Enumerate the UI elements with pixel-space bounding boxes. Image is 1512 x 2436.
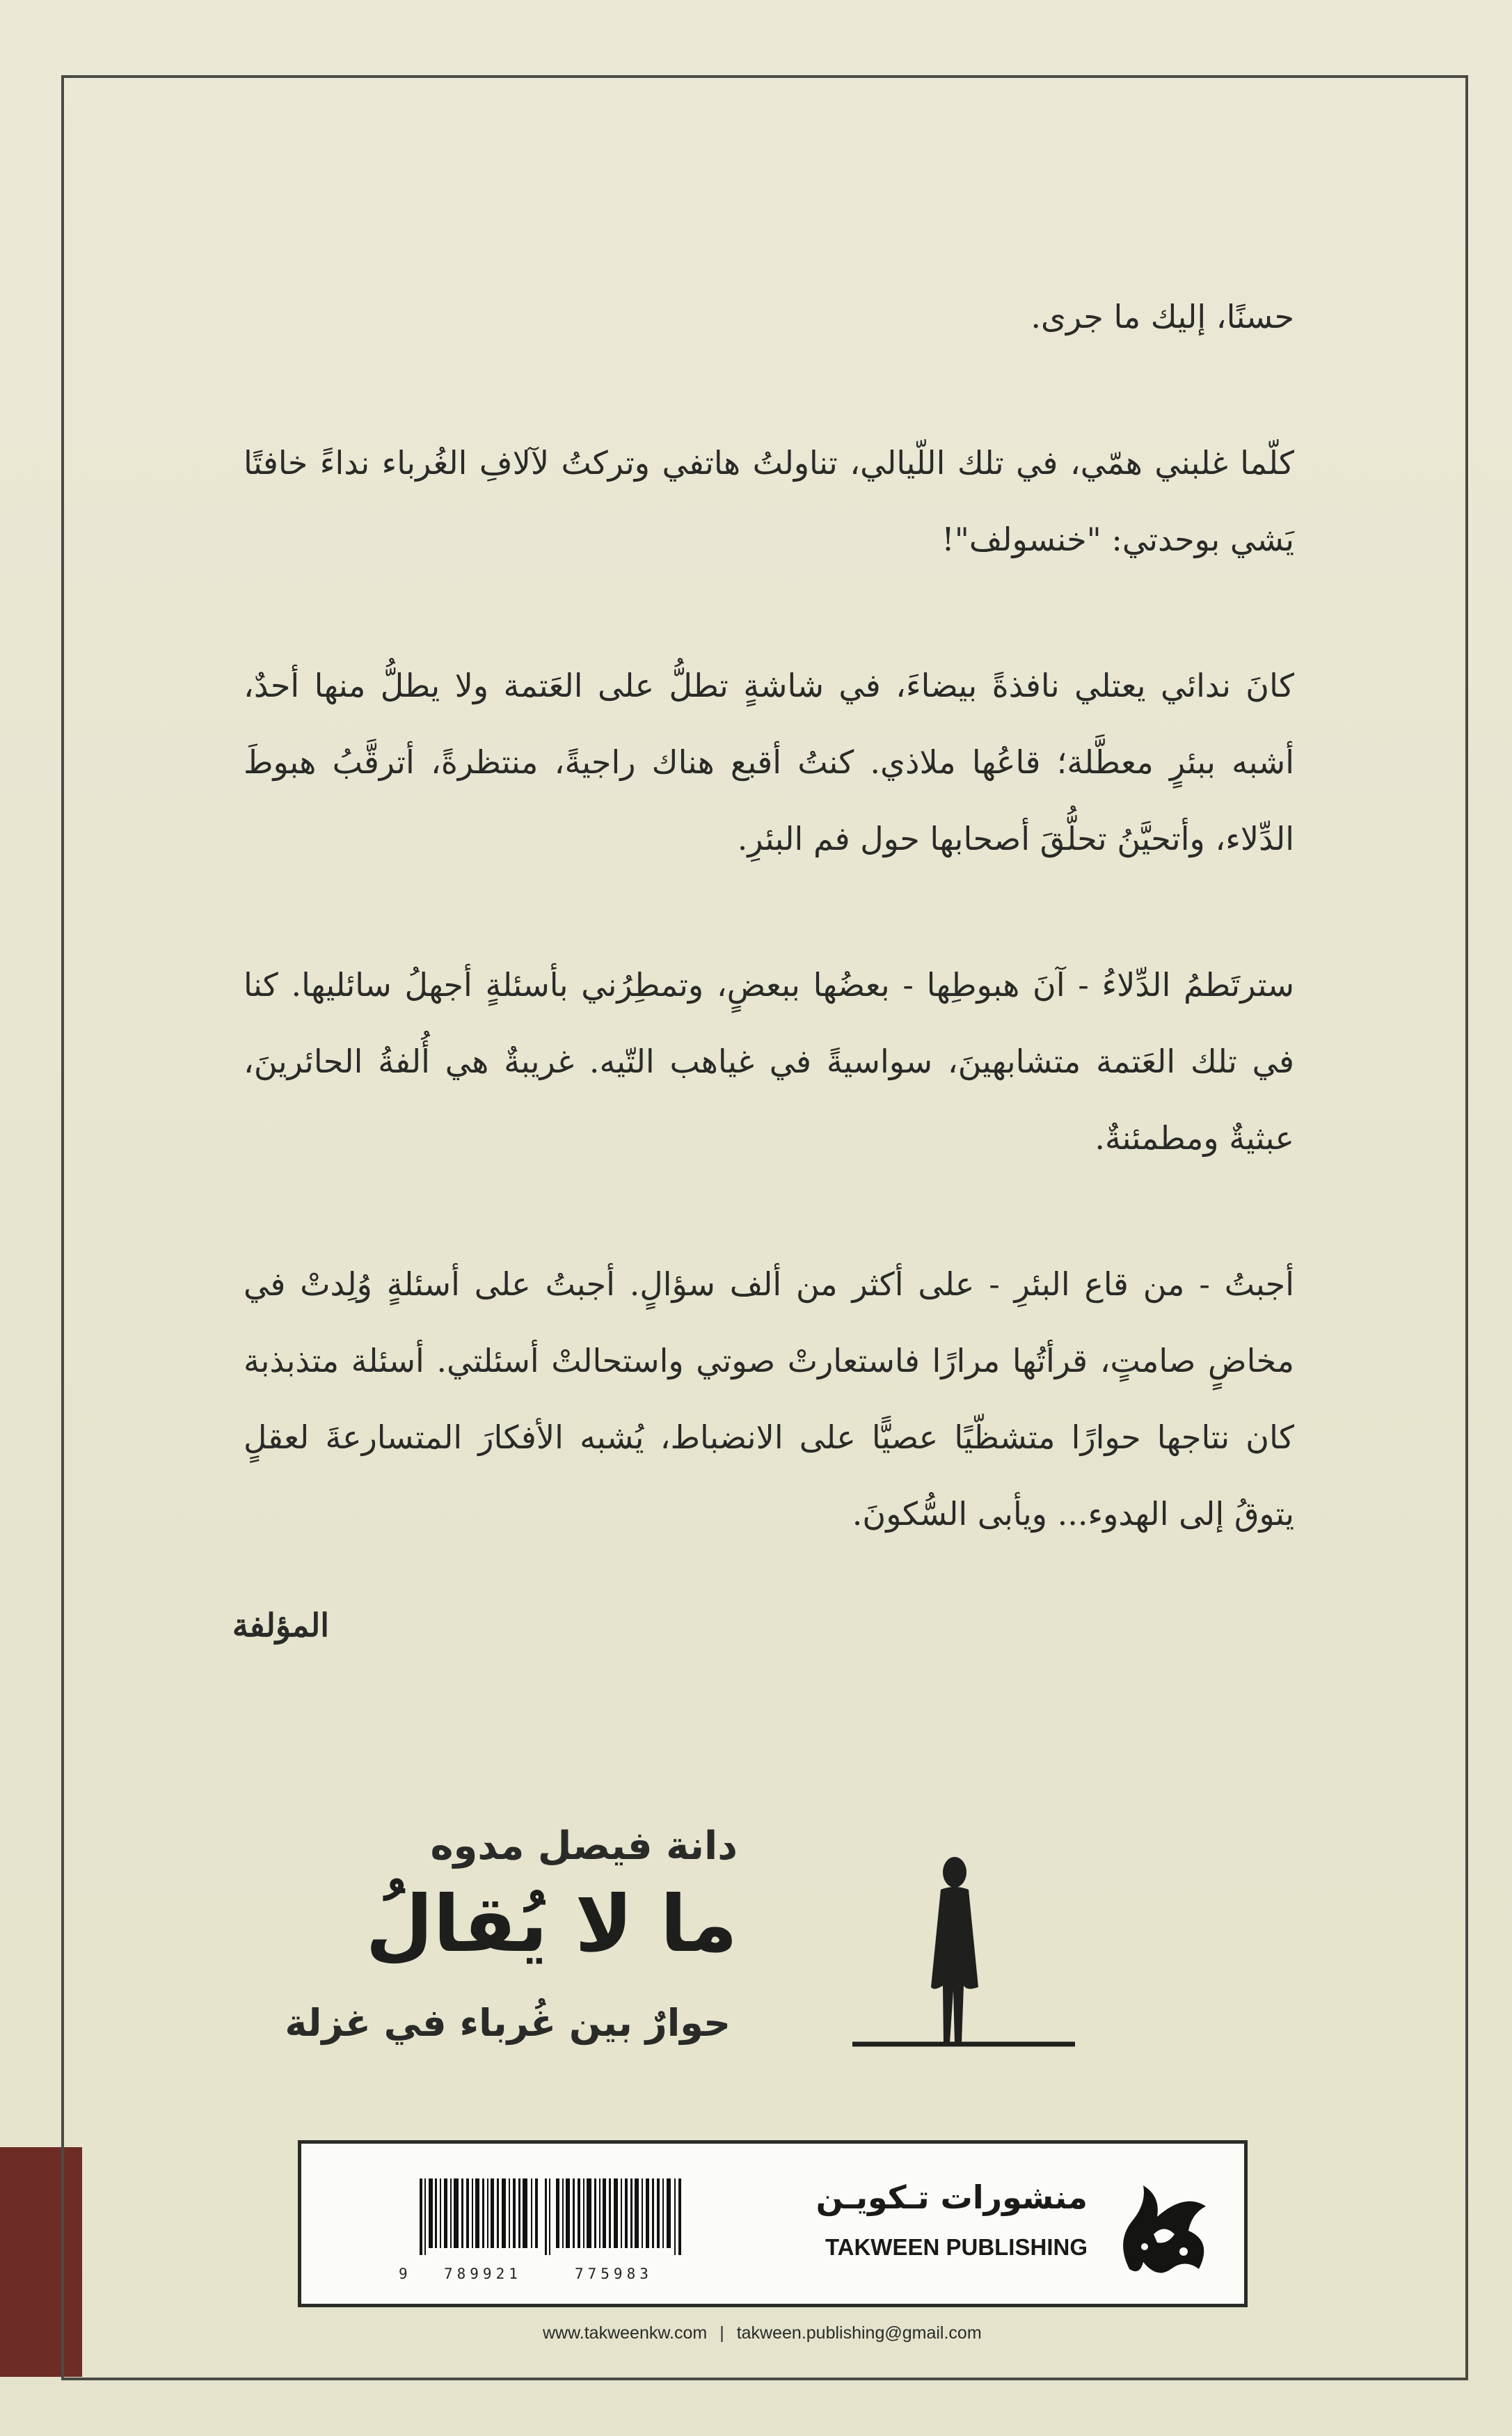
book-subtitle: حوارٌ بين غُرباء في غزلة: [285, 2001, 731, 2045]
blurb-text: [244, 278, 1294, 1622]
standing-figure-icon: [849, 1848, 1079, 2057]
takween-logo-icon: [1101, 2165, 1227, 2290]
contact-separator: |: [719, 2323, 724, 2343]
blurb-paragraph-2: كلّما غلبني همّي، في تلك اللّيالي، تناولتُ هاتفي وتركتُ لآلافِ الغُرباء نداءً خافتًا يَشي بوحدتي: "خنسولف"!: [244, 444, 1294, 558]
barcode-digits-group-2: 775983: [575, 2265, 653, 2282]
barcode-icon: [420, 2178, 684, 2255]
barcode-digit-left: 9: [399, 2265, 408, 2282]
barcode-digits-group-1: 789921: [444, 2265, 522, 2282]
blurb-paragraph-3: كانَ ندائي يعتلي نافذةً بيضاءَ، في شاشةٍ تطلُّ على العَتمة ولا يطلُّ منها أحدٌ، أشبه ببئرٍ معطَّلة؛ قاعُها ملاذي. كنتُ أقبع هناك راجيةً، منتظرةً، أترقَّبُ هبوطَ الدِّلاء، وأتحيَّنُ تحلُّقَ أصحابها حول فم البئرِ.: [244, 667, 1294, 857]
publisher-barcode-box: [298, 2140, 1248, 2307]
author-signature: المؤلفة: [232, 1606, 329, 1644]
publisher-contact-line: [543, 2323, 1072, 2343]
blurb-paragraph-1: حسنًا، إليك ما جرى.: [1030, 298, 1294, 335]
publisher-name-english: TAKWEEN PUBLISHING: [825, 2234, 1088, 2260]
publisher-name-arabic: منشورات تـكويـن: [815, 2178, 1088, 2216]
blurb-paragraph-4: سترتَطمُ الدِّلاءُ - آنَ هبوطِها - بعضُها ببعضٍ، وتمطِرُني بأسئلةٍ أجهلُ سائليها. كنا في تلك العَتمة متشابهينَ، سواسيةً في غياهب التّيه. غريبةٌ هي أُلفةُ الحائرينَ، عبثيةٌ ومطمئنةٌ.: [244, 966, 1294, 1157]
publisher-email-link[interactable]: takween.publishing@gmail.com: [736, 2323, 982, 2343]
book-title: ما لا يُقالُ: [365, 1879, 738, 1970]
blurb-paragraph-5: أجبتُ - من قاع البئرِ - على أكثر من ألف سؤالٍ. أجبتُ على أسئلةٍ وُلِدتْ في مخاضٍ صامتٍ، قرأتُها مرارًا فاستعارتْ صوتي واستحالتْ أسئلتي. أسئلة متذبذبة كان نتاجها حوارًا متشظّيًا عصيًّا على الانضباط، يُشبه الأفكارَ المتسارعةَ لعقلٍ يتوقُ إلى الهدوء... ويأبى السُّكونَ.: [244, 1265, 1294, 1533]
author-name: دانة فيصل مدوه: [430, 1824, 738, 1869]
publisher-website-link[interactable]: www.takweenkw.com: [543, 2323, 708, 2343]
